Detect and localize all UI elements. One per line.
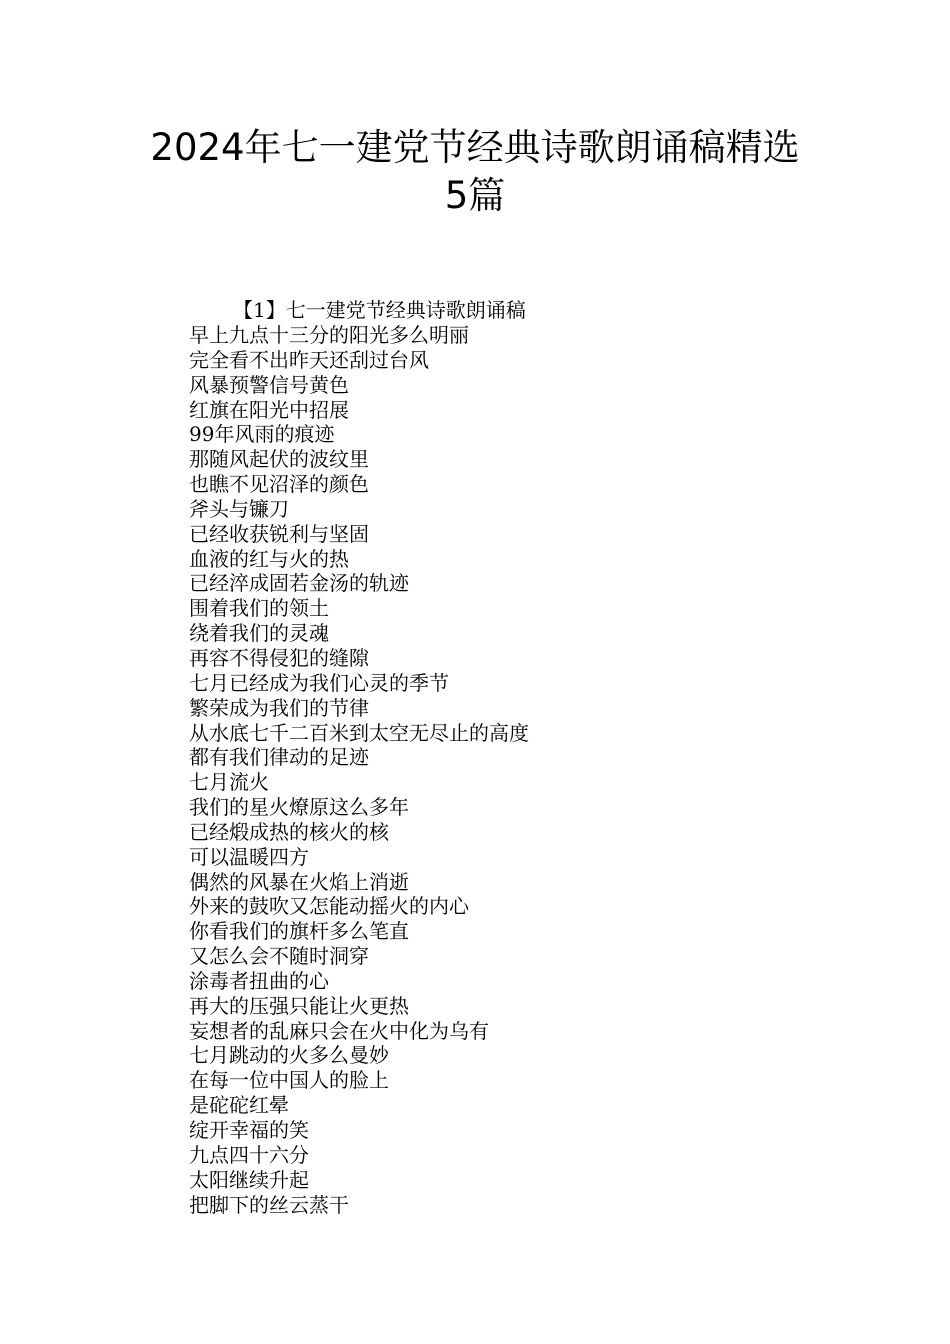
- poem-line: 七月跳动的火多么曼妙: [189, 1043, 389, 1068]
- poem-line: 红旗在阳光中招展: [189, 397, 349, 422]
- poem-line: 繁荣成为我们的节律: [189, 695, 369, 720]
- poem-line: 已经淬成固若金汤的轨迹: [189, 571, 409, 596]
- poem-line: 从水底七千二百米到太空无尽止的高度: [189, 720, 529, 745]
- poem-line: 七月流火: [189, 770, 269, 795]
- poem-line: 绽开幸福的笑: [189, 1118, 309, 1142]
- poem-line: 那随风起伏的波纹里: [189, 447, 369, 472]
- poem-line: 99年风雨的痕迹: [189, 422, 335, 447]
- poem-line: 再容不得侵犯的缝隙: [189, 645, 369, 670]
- poem-line: 太阳继续升起: [189, 1167, 309, 1192]
- poem-line: 你看我们的旗杆多么笔直: [189, 919, 409, 944]
- poem-line: 都有我们律动的足迹: [189, 745, 369, 770]
- poem-line: 风暴预警信号黄色: [189, 372, 349, 397]
- poem-line: 也瞧不见沼泽的颜色: [189, 472, 369, 497]
- poem-line: 已经煅成热的核火的核: [189, 819, 389, 844]
- poem-line: 又怎么会不随时洞穿: [189, 944, 369, 969]
- poem-line: 早上九点十三分的阳光多么明丽: [189, 323, 469, 347]
- document-title-line-1: 2024年七一建党节经典诗歌朗诵稿精选: [150, 126, 800, 169]
- poem-line: 血液的红与火的热: [189, 546, 349, 571]
- poem-line: 斧头与镰刀: [189, 496, 289, 521]
- poem-line: 再大的压强只能让火更热: [189, 993, 409, 1018]
- poem-line: 可以温暖四方: [189, 844, 309, 869]
- poem-line: 绕着我们的灵魂: [189, 621, 329, 646]
- poem-line: 围着我们的领土: [189, 596, 329, 621]
- poem-line: 偶然的风暴在火焰上消逝: [189, 869, 409, 894]
- document-title-line-2: 5篇: [444, 174, 506, 217]
- poem-line: 七月已经成为我们心灵的季节: [189, 670, 449, 695]
- poem-line: 外来的鼓吹又怎能动摇火的内心: [189, 894, 469, 919]
- poem-line: 我们的星火燎原这么多年: [189, 795, 409, 820]
- document-title: [100, 124, 850, 220]
- poem-line: 妄想者的乱麻只会在火中化为乌有: [189, 1018, 489, 1043]
- poem-line: 涂毒者扭曲的心: [189, 968, 329, 993]
- poem-body: [189, 298, 829, 1217]
- poem-line: 是砣砣红晕: [189, 1093, 289, 1118]
- poem-line: 把脚下的丝云蒸干: [189, 1192, 349, 1217]
- poem-line: 九点四十六分: [189, 1142, 309, 1167]
- section-heading: 【1】七一建党节经典诗歌朗诵稿: [233, 298, 526, 322]
- poem-line: 已经收获锐利与坚固: [189, 521, 369, 546]
- poem-line: 在每一位中国人的脸上: [189, 1068, 389, 1093]
- poem-line: 完全看不出昨天还刮过台风: [189, 347, 429, 372]
